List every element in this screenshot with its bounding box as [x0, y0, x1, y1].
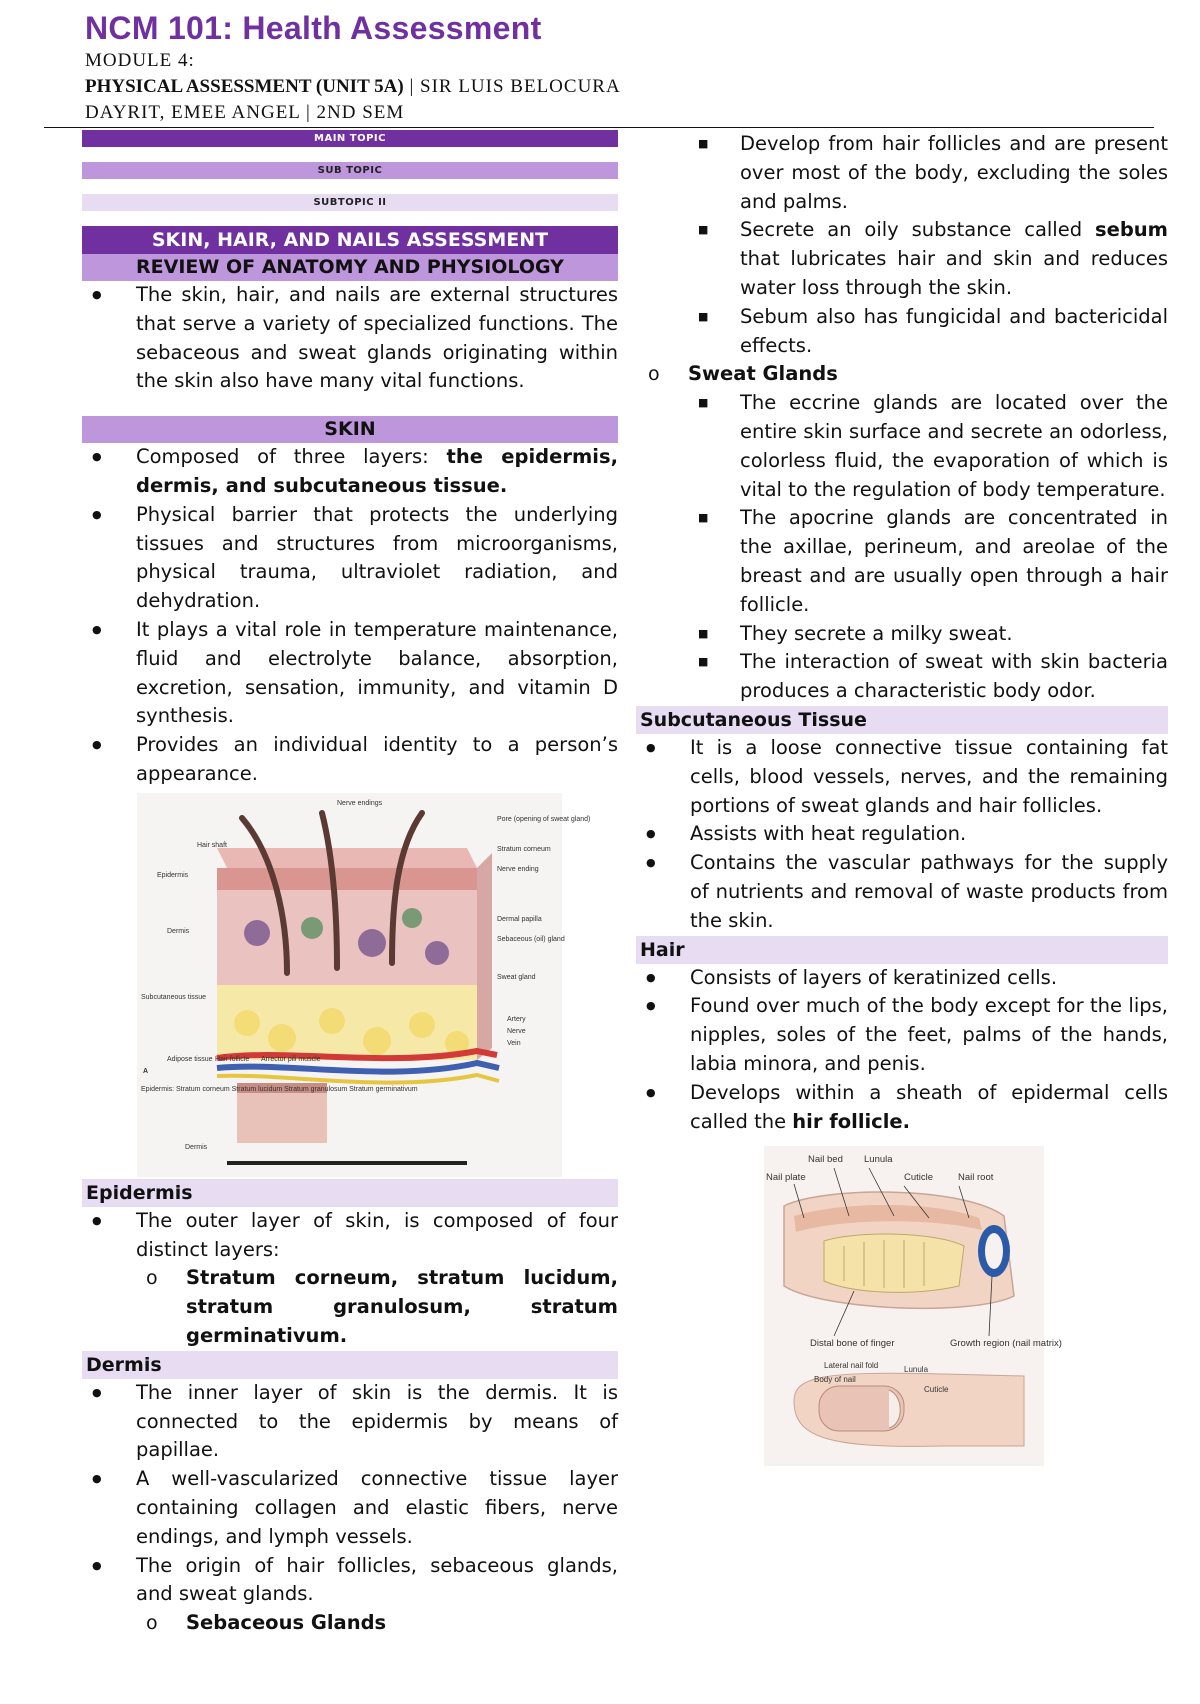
legend-main-topic: MAIN TOPIC [82, 130, 618, 147]
bold-text: Stratum corneum, stratum lucidum, stratum granulosum, stratum germinativum. [186, 1266, 618, 1347]
label-lunula: Lunula [864, 1154, 893, 1166]
epidermis-layer [217, 868, 477, 890]
dermis-heading: Dermis [82, 1351, 618, 1379]
list-item: ● Physical barrier that protects the underlying tissues and structures from microorganisms, physical trauma, ultraviolet radiation, and dehydration. [82, 501, 618, 616]
label-cuticle: Cuticle [904, 1172, 934, 1184]
hair-list [636, 964, 1168, 1137]
review-list [82, 281, 618, 396]
list-item: ■ They secrete a milky sweat. [584, 620, 1168, 649]
label-nerve-ending: Nerve ending [497, 865, 539, 873]
label-nail-root: Nail root [958, 1172, 994, 1184]
list-item [584, 216, 1168, 302]
epidermis-list [82, 1207, 618, 1265]
list-item: ■ Develop from hair follicles and are present over most of the body, excluding the soles and palms. [584, 130, 1168, 216]
legend-sub-topic: SUB TOPIC [82, 162, 618, 179]
list-item [584, 360, 1168, 389]
list-item: ● Consists of layers of keratinized cells. [636, 964, 1168, 993]
label-growth-region: Growth region (nail matrix) [950, 1338, 1062, 1350]
label-pore: Pore (opening of sweat gland) [497, 815, 591, 823]
right-column [636, 130, 1168, 1468]
label-dermis-small: Dermis [185, 1143, 208, 1151]
sweat-list [584, 389, 1168, 706]
label-distal-bone: Distal bone of finger [810, 1338, 895, 1350]
label-nerve: Nerve [507, 1027, 526, 1035]
figure-scrollbar [227, 1161, 467, 1165]
module-label: MODULE 4: [85, 50, 195, 71]
subcutaneous-list [636, 734, 1168, 936]
list-item: ● The skin, hair, and nails are external structures that serve a variety of specialized functions. The sebaceous and sweat glands originating within the skin also have many vital functions. [82, 281, 618, 396]
left-column [82, 130, 618, 1638]
list-item: ● It plays a vital role in temperature maintenance, fluid and electrolyte balance, absorption, excretion, sensation, immunity, and vitamin D synthesis. [82, 616, 618, 731]
skin-surface-top [217, 848, 477, 868]
label-lateral-fold: Lateral nail fold [824, 1361, 879, 1371]
list-item: ● Contains the vascular pathways for the supply of nutrients and removal of waste products from the skin. [636, 849, 1168, 935]
label-sweat-gland: Sweat gland [497, 973, 536, 981]
bold-text: Sebaceous Glands [186, 1611, 387, 1635]
author-line: DAYRIT, EMEE ANGEL | 2ND SEM [85, 102, 405, 123]
list-item: ● A well-vascularized connective tissue layer containing collagen and elastic fibers, nerve endings, and lymph vessels. [82, 1465, 618, 1551]
label-vein: Vein [507, 1039, 521, 1047]
label-hair-follicle: Hair follicle [215, 1055, 250, 1063]
label-nail-plate: Nail plate [766, 1172, 806, 1184]
list-item [82, 1264, 618, 1350]
text: that lubricates hair and skin and reduces water loss through the skin. [740, 247, 1168, 299]
bold-text: the epidermis, dermis, and subcutaneous tissue. [136, 445, 618, 497]
list-item [636, 1079, 1168, 1137]
unit-title: PHYSICAL ASSESSMENT (UNIT 5A) [85, 76, 404, 97]
subcutaneous-heading: Subcutaneous Tissue [636, 706, 1168, 734]
dermis-sublist [82, 1609, 618, 1638]
label-adipose: Adipose tissue [167, 1055, 213, 1063]
hair-heading: Hair [636, 936, 1168, 964]
bold-text: sebum [1095, 218, 1168, 242]
sebaceous-list [584, 130, 1168, 360]
list-item: ■ The eccrine glands are located over the entire skin surface and secrete an odorless, colorless fluid, the evaporation of which is vital to the regulation of body temperature. [584, 389, 1168, 504]
list-item: ● Provides an individual identity to a person’s appearance. [82, 731, 618, 789]
label-subcutaneous: Subcutaneous tissue [141, 993, 206, 1001]
label-artery: Artery [507, 1015, 526, 1023]
label-nerve-endings: Nerve endings [337, 799, 383, 807]
instructor: | SIR LUIS BELOCURA [409, 76, 621, 97]
label-lunula-2: Lunula [904, 1365, 929, 1375]
text: Composed of three layers: [136, 445, 447, 469]
distal-bone-shape [824, 1234, 964, 1292]
label-nail-bed: Nail bed [808, 1154, 843, 1166]
label-body-of-nail: Body of nail [814, 1375, 856, 1385]
circle-marker: o [146, 1612, 158, 1635]
legend-subtopic-ii: SUBTOPIC II [82, 194, 618, 211]
circle-marker: o [648, 363, 660, 386]
bold-text: Sweat Glands [688, 362, 838, 386]
list-item: ● It is a loose connective tissue containing fat cells, blood vessels, nerves, and the remaining portions of sweat glands and hair follicles. [636, 734, 1168, 820]
label-dermis: Dermis [167, 927, 190, 935]
header-rule [44, 127, 1154, 128]
bold-text: hir follicle. [792, 1109, 911, 1133]
epidermis-sublist [82, 1264, 618, 1350]
label-panel: A [143, 1067, 149, 1075]
list-item [82, 1609, 618, 1638]
label-cuticle-2: Cuticle [924, 1385, 949, 1395]
label-hair-shaft: Hair shaft [197, 841, 227, 849]
list-item: ■ The interaction of sweat with skin bacteria produces a characteristic body odor. [584, 648, 1168, 706]
course-title: NCM 101: Health Assessment [85, 10, 542, 46]
label-arrector: Arrector pili muscle [261, 1055, 321, 1063]
sweat-sublist [584, 360, 1168, 389]
skin-heading: SKIN [82, 416, 618, 443]
list-item: ■ Sebum also has fungicidal and bactericidal effects. [584, 303, 1168, 361]
epidermis-heading: Epidermis [82, 1179, 618, 1207]
label-sebaceous: Sebaceous (oil) gland [497, 935, 565, 943]
list-item: ■ The apocrine glands are concentrated in the axillae, perineum, and areolae of the breast and are usually open through a hair follicle. [584, 504, 1168, 619]
skin-anatomy-figure [137, 793, 618, 1177]
label-dermal-papilla: Dermal papilla [497, 915, 542, 923]
circle-marker: o [146, 1267, 158, 1290]
nail-anatomy-figure [764, 1146, 1168, 1466]
dermis-list [82, 1379, 618, 1609]
text: Develops within a sheath of epidermal cells called the [690, 1080, 1168, 1133]
label-epidermis-layers: Epidermis: Stratum corneum Stratum lucidum Stratum granulosum Stratum germinativum [141, 1085, 418, 1093]
label-epidermis: Epidermis [157, 871, 189, 879]
document-header [85, 8, 1165, 126]
list-item: ● The origin of hair follicles, sebaceous glands, and sweat glands. [82, 1552, 618, 1610]
review-heading: REVIEW OF ANATOMY AND PHYSIOLOGY [82, 254, 618, 281]
label-stratum-corneum: Stratum corneum [497, 845, 551, 853]
unit-line [85, 74, 1165, 100]
list-item: ● Assists with heat regulation. [636, 820, 1168, 849]
skin-list [82, 443, 618, 789]
list-item: ● Found over much of the body except for the lips, nipples, soles of the feet, palms of the hands, labia minora, and penis. [636, 992, 1168, 1078]
main-topic-heading: SKIN, HAIR, AND NAILS ASSESSMENT [82, 226, 618, 254]
list-item: ● The inner layer of skin is the dermis. It is connected to the epidermis by means of papillae. [82, 1379, 618, 1465]
list-item: ● The outer layer of skin, is composed of four distinct layers: [82, 1207, 618, 1265]
text: Secrete an oily substance called [740, 218, 1095, 242]
list-item [82, 443, 618, 501]
